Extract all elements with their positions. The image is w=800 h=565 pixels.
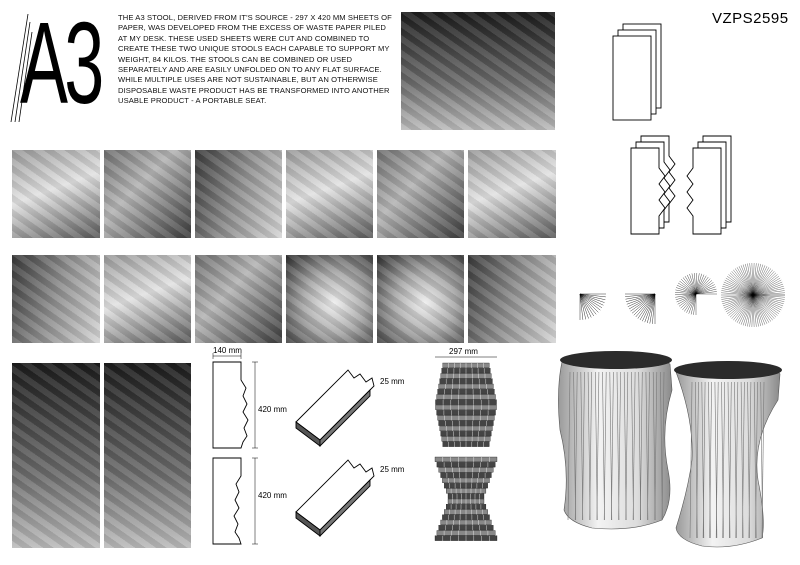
- process-photo: [12, 150, 100, 238]
- person-on-stool-photo: [12, 363, 100, 548]
- process-photo: [468, 255, 556, 343]
- stool-elevation-drawing: [425, 355, 510, 545]
- width-dimension-label: 140 mm: [213, 346, 242, 355]
- process-photo: [195, 255, 282, 343]
- quarter-fan-icon: [578, 292, 608, 322]
- person-on-stool-photo: [104, 363, 191, 548]
- process-photo: [377, 255, 464, 343]
- height-dimension-label: 420 mm: [258, 405, 287, 414]
- process-photo: [286, 255, 373, 343]
- process-photo: [286, 150, 373, 238]
- stacked-sheets-icon: [605, 20, 665, 130]
- thickness-dimension-label: 25 mm: [380, 377, 405, 386]
- stool-width-dimension-label: 297 mm: [449, 347, 478, 356]
- process-photo: [468, 150, 556, 238]
- office-photo: [401, 12, 555, 130]
- page-title: A3: [20, 0, 101, 128]
- sheet-profile-drawing: [205, 350, 280, 550]
- project-description: THE A3 STOOL, DERIVED FROM IT'S SOURCE - 297 X 420 MM SHEETS OF PAPER, WAS DEVELOPED FROM THE EXCESS OF WASTE PAPER PILED AT MY DESK. THESE USED SHEETS WERE CUT AND COMBINED TO CREATE THESE TWO UNIQUE STOOLS EACH CAPABLE TO SUPPORT MY WEIGHT, 84 KILOS. THE STOOLS CAN BE COMBINED OR USED SEPARATELY AND ARE EASILY UNFOLDED ON TO ANY FLAT SURFACE. WHILE MULTIPLE USES ARE NOT SUSTAINABLE, BUT AN OTHERWISE DISPOSABLE WASTE PRODUCT HAS BE TRANSFORMED INTO ANOTHER USABLE PRODUCT - A PORTABLE SEAT.: [118, 13, 392, 106]
- process-photo: [377, 150, 464, 238]
- full-fan-icon: [718, 260, 788, 330]
- process-photo: [12, 255, 100, 343]
- process-photo: [195, 150, 282, 238]
- three-quarter-fan-icon: [674, 262, 718, 327]
- cut-sheets-icon: [625, 134, 735, 239]
- thickness-dimension-label: 25 mm: [380, 465, 405, 474]
- process-photo: [104, 150, 191, 238]
- isometric-slab-drawing: [290, 360, 380, 540]
- project-code: VZPS2595: [712, 10, 789, 27]
- rendered-stool-model: [552, 350, 792, 555]
- half-fan-icon: [622, 292, 657, 327]
- process-photo: [104, 255, 191, 343]
- height-dimension-label: 420 mm: [258, 491, 287, 500]
